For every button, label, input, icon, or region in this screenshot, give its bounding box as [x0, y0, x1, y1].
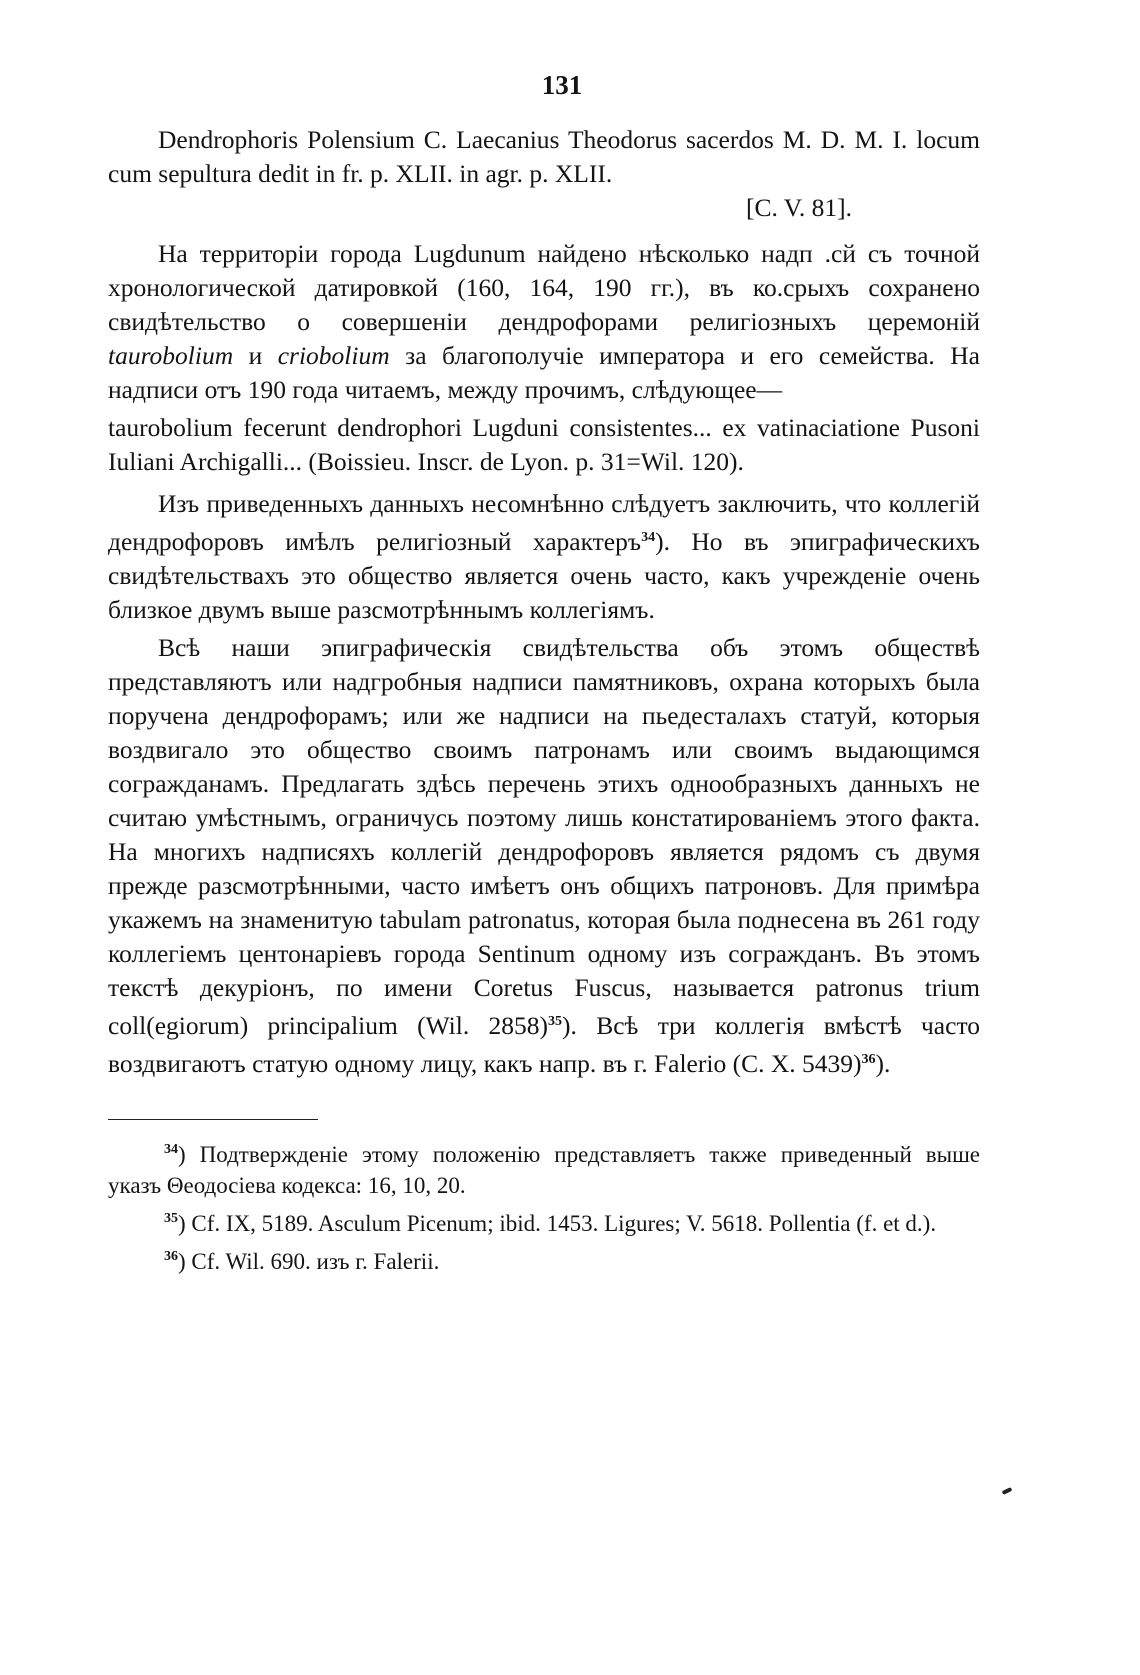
- inscription-reference: [C. V. 81].: [745, 193, 852, 222]
- footnote-34: [108, 1134, 980, 1201]
- latin-inscription: Dendrophoris Polensium C. Laecanius Theodorus sacerdos M. D. M. I. locum cum sepultura dedit in fr. p. XLII. in agr. p. XLII.: [108, 125, 980, 188]
- paragraph-text: и: [233, 341, 278, 370]
- paragraph-text: ). Всѣ три коллегія вмѣстѣ часто воздвигаютъ статую одному лицу, какъ напр. въ г. Falerio (C. X. 5439): [108, 1011, 981, 1078]
- footnote-mark: 34: [164, 1142, 178, 1157]
- footnote-35: [108, 1203, 980, 1239]
- footnote-36: [108, 1241, 980, 1277]
- footnote-ref-36[interactable]: 36: [861, 1052, 876, 1067]
- footnote-mark: 35: [164, 1211, 178, 1226]
- footnote-ref-35[interactable]: 35: [548, 1014, 563, 1029]
- ink-speck: [1002, 1487, 1013, 1495]
- footnote-text: ) Подтвержденіе этому положенію представляетъ также приведенный выше указъ Θеодосіева кодекса: 16, 10, 20.: [108, 1142, 980, 1198]
- footnote-text: ) Cf. Wil. 690. изъ г. Falerii.: [178, 1249, 440, 1274]
- paragraph-text: ). Но въ эпиграфическихъ свидѣтельствахъ это общество является очень часто, какъ учрежденіе очень близкое двумъ выше разсмотрѣннымъ коллегіямъ.: [108, 527, 980, 624]
- paragraph-lugdunum: [108, 237, 980, 407]
- term-criobolium: criobolium: [277, 341, 390, 370]
- paragraph-epigraphic: [108, 631, 980, 1081]
- footnote-separator: [108, 1119, 318, 1120]
- document-page: [108, 70, 980, 1279]
- paragraph-conclusion: [108, 487, 980, 627]
- footnote-mark: 36: [164, 1249, 178, 1264]
- footnote-ref-34[interactable]: 34: [641, 530, 656, 545]
- footnote-text: ) Cf. IX, 5189. Asculum Picenum; ibid. 1453. Ligures; V. 5618. Pollentia (f. et d.).: [178, 1211, 937, 1236]
- paragraph-text: ).: [875, 1049, 891, 1078]
- page-number: 131: [541, 70, 583, 100]
- paragraph-text: Всѣ наши эпиграфическія свидѣтельства объ этомъ обществѣ представляютъ или надгробныя надписи памятниковъ, охрана которыхъ была поручена дендрофорамъ; или же надписи на пьедесталахъ статуй, которыя воздвигало это общество своимъ патронамъ или своимъ выдающимся согражданамъ. Предлагать здѣсь перечень этихъ однообразныхъ данныхъ не считаю умѣстнымъ, ограничусь поэтому лишь констатированіемъ этого факта. На многихъ надписяхъ коллегій дендрофоровъ является рядомъ съ двумя прежде разсмотрѣнными, часто имѣетъ онъ общихъ патроновъ. Для примѣра укажемъ на знаменитую tabulam patronatus, которая была поднесена въ 261 году коллегіемъ центонаріевъ города Sentinum одному изъ согражданъ. Въ этомъ текстѣ декуріонъ, по имени Coretus Fuscus, называется patronus trium coll(egiorum) principalium (Wil. 2858): [108, 633, 980, 1040]
- paragraph-text: за благополучіе императора и его семейства. На надписи отъ 190 года читаемъ, между прочимъ, слѣдующее—: [108, 341, 980, 404]
- term-taurobolium: taurobolium: [108, 341, 234, 370]
- paragraph-text: На территоріи города Lugdunum найдено нѣсколько надп .сй съ точной хронологической датировкой (160, 164, 190 гг.), въ ко.срыхъ сохранено свидѣтельство о совершеніи дендрофорами религіозныхъ церемоній: [108, 239, 980, 336]
- paragraph-quotation: taurobolium fecerunt dendrophori Lugduni consistentes... ex vatinaciatione Pusoni Iuliani Archigalli... (Boissieu. Inscr. de Lyon. p. 31=Wil. 120).: [108, 413, 980, 476]
- paragraph-text: Изъ приведенныхъ данныхъ несомнѣнно слѣдуетъ заключить, что коллегій дендрофоровъ имѣлъ религіозный характеръ: [108, 489, 980, 556]
